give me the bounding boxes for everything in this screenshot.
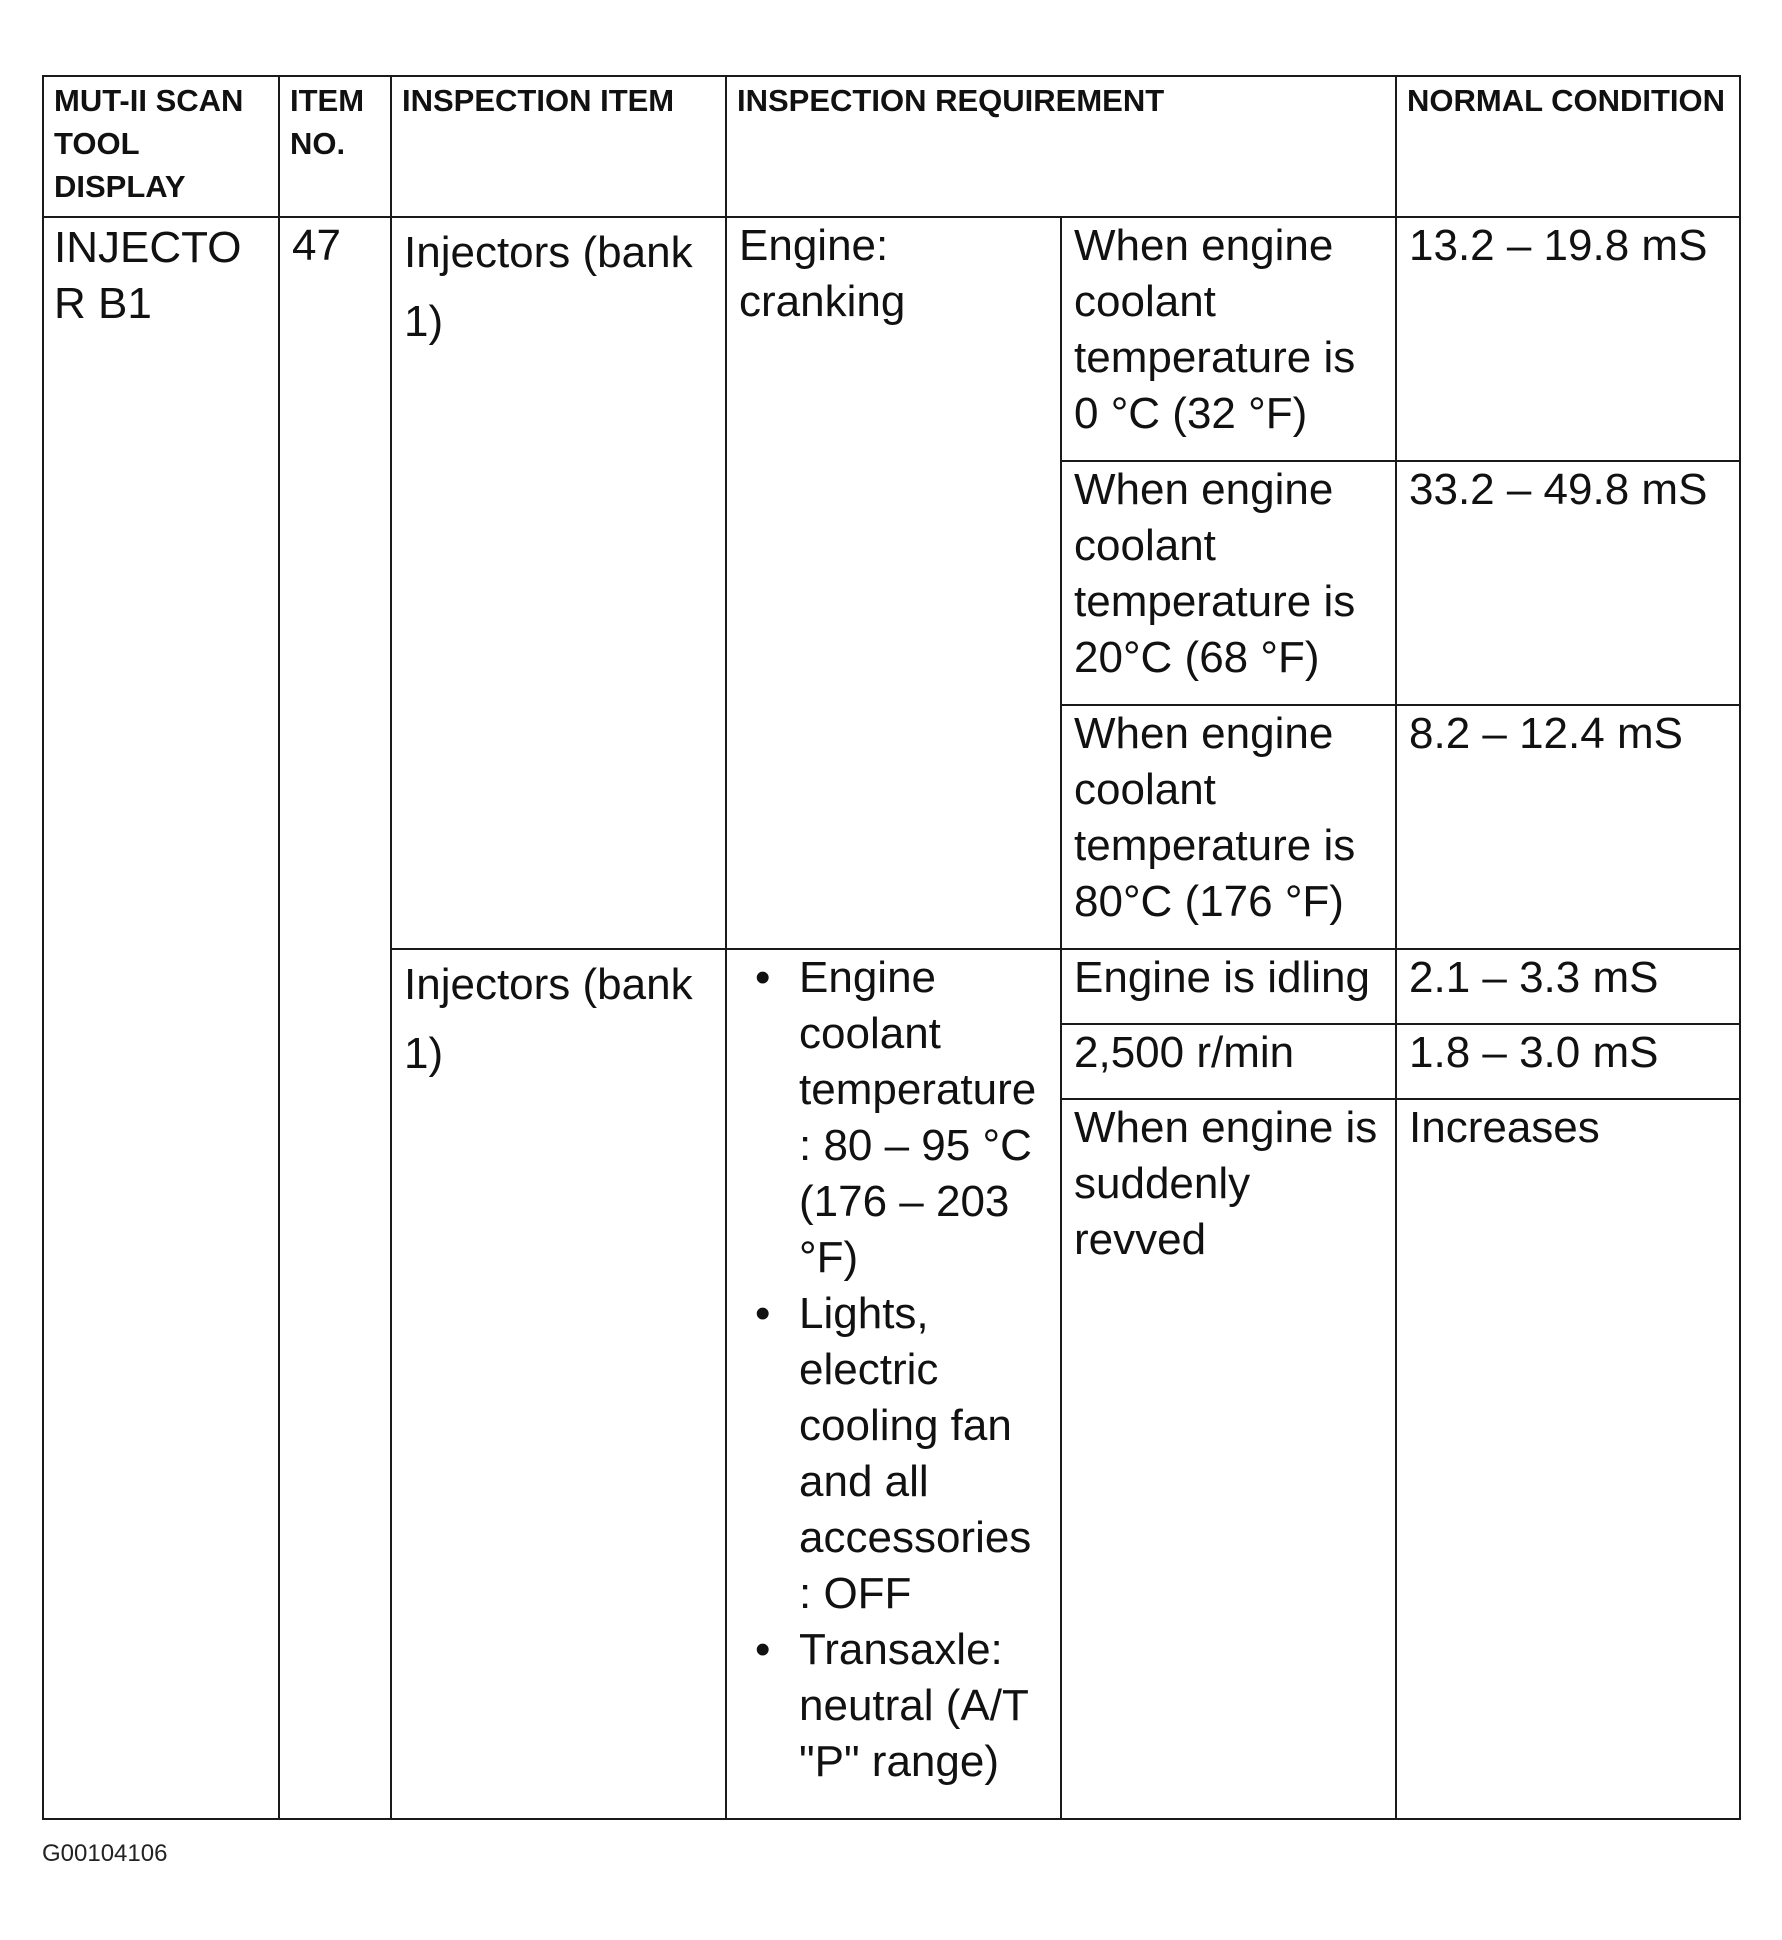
requirement-conditions [726, 949, 1061, 1819]
scan-tool-display-value: INJECTO R B1 [43, 217, 279, 1819]
normal-value-cell: 1.8 – 3.0 mS [1396, 1024, 1740, 1099]
requirement-cranking: Engine: cranking [726, 217, 1061, 949]
list-item: • Engine coolant temperature : 80 – 95 °C (176 – 203 °F) [739, 950, 1048, 1286]
normal-value-cell: 8.2 – 12.4 mS [1396, 705, 1740, 949]
item-number-value: 47 [279, 217, 391, 1819]
table-row [43, 217, 1740, 461]
inspection-item-cranking: Injectors (bank 1) [391, 217, 726, 949]
header-inspection-item: INSPECTION ITEM [391, 76, 726, 217]
inspection-item-idle: Injectors (bank 1) [391, 949, 726, 1819]
normal-value-cell: 13.2 – 19.8 mS [1396, 217, 1740, 461]
condition-cell: Engine is idling [1061, 949, 1396, 1024]
list-item: • Lights, electric cooling fan and all accessories : OFF [739, 1286, 1048, 1622]
header-normal-condition: NORMAL CONDITION [1396, 76, 1740, 217]
normal-value-cell: Increases [1396, 1099, 1740, 1819]
condition-cell: When engine coolant temperature is 80°C (176 °F) [1061, 705, 1396, 949]
figure-id: G00104106 [42, 1840, 168, 1867]
inspection-table [42, 75, 1741, 1820]
header-row [43, 76, 1740, 217]
condition-cell: When engine is suddenly revved [1061, 1099, 1396, 1819]
condition-cell: When engine coolant temperature is 20°C (68 °F) [1061, 461, 1396, 705]
normal-value-cell: 2.1 – 3.3 mS [1396, 949, 1740, 1024]
requirement-list [739, 950, 1048, 1790]
normal-value-cell: 33.2 – 49.8 mS [1396, 461, 1740, 705]
header-item-no: ITEM NO. [279, 76, 391, 217]
header-display: MUT-II SCAN TOOL DISPLAY [43, 76, 279, 217]
list-item: • Transaxle: neutral (A/T "P" range) [739, 1622, 1048, 1790]
condition-cell: When engine coolant temperature is 0 °C (32 °F) [1061, 217, 1396, 461]
header-inspection-requirement: INSPECTION REQUIREMENT [726, 76, 1396, 217]
condition-cell: 2,500 r/min [1061, 1024, 1396, 1099]
